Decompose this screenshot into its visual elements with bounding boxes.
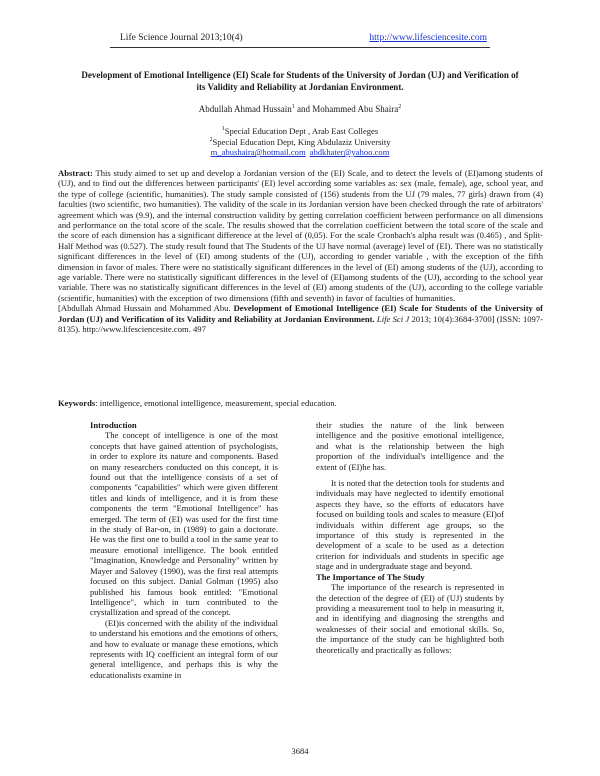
running-header bbox=[110, 33, 490, 47]
affiliations bbox=[80, 126, 520, 158]
paragraph: It is noted that the detection tools for students and individuals may have neglected to identify emotional aspects they have, so the efforts of educators have focused on building tools and scales to measure (EI)of individuals within different age groups, so the importance of this study is represented in the development of a scale to be used as a detection criterion for individuals and students in specific age stage and in undergraduate stage and beyond. bbox=[316, 478, 504, 572]
email-link[interactable]: abdkhater@yahoo.com bbox=[309, 147, 390, 157]
abstract bbox=[58, 168, 543, 335]
paragraph: The concept of intelligence is one of the most concepts that have gained attention of psychologists, in order to explore its nature and components. Based on many researchers conducted on this concept, it is found out that the intelligence consists of a set of components "capabilities" which were given different titles and kinds of intelligence, and it is from these components the term "Emotional Intelligence" has emerged. The term of (EI) was used for the first time in the study of Bar-on, in (1989) to gain a doctorate. He was the first one to build a tool in the same year to measure emotional intelligence. The book entitled "Imagination, Knowledge and Personality" written by Mayer and Salovey (1990), was the first real attempts focused on this subject. Danial Golman (1995) also published his famous book entitled: "Emotional Intelligence", which in turn contributed to the crystallization and spread of the concept. bbox=[90, 430, 278, 618]
paragraph: The importance of the research is represented in the detection of the degree of (EI) of (UJ) students by providing a measurement tool to help in measuring it, and in identifying and diagnosing the strengths and weaknesses of their social and emotional skills. So, the importance of the study can be highlighted both theoretically and practically as follows: bbox=[316, 582, 504, 655]
paper-title: Development of Emotional Intelligence (EI) Scale for Students of the University of Jordan (UJ) and Verification of its Validity and Reliability at Jordanian Environment. bbox=[81, 70, 519, 92]
author-affiliation-mark: 2 bbox=[398, 104, 402, 110]
affiliation-text: Special Education Dept, King Abdulaziz University bbox=[212, 136, 391, 147]
author-line bbox=[80, 104, 520, 114]
author-name: Mohammed Abu Shaira bbox=[312, 104, 399, 114]
page-number: 3684 bbox=[291, 746, 309, 756]
header-divider bbox=[110, 47, 490, 48]
keywords-text: : intelligence, emotional intelligence, measurement, special education. bbox=[95, 398, 337, 408]
affiliation-mark: 1 bbox=[221, 126, 225, 133]
right-column bbox=[316, 420, 504, 655]
affiliation-1 bbox=[80, 126, 520, 137]
citation-details: 2013; 10(4):3684-3700] (ISSN: 1097-8135). http://www.lifesciencesite.com. 497 bbox=[58, 313, 543, 335]
paragraph: (EI)is concerned with the ability of the individual to understand his emotions and the emotions of others, and how to evaluate or manage these emotions, which represents with IQ coefficient an integral form of our general intelligence, and perhaps this is why the educationalists examine in bbox=[90, 617, 278, 680]
citation-title: Development of Emotional Intelligence (EI) Scale for Students of the University of Jordan (UJ) and Verification of its Validity and Reliability at Jordanian Environment. bbox=[58, 303, 543, 324]
citation-journal: Life Sci J bbox=[374, 313, 410, 324]
abstract-text: This study aimed to set up and develop a Jordanian version of the (EI) Scale, and to detect the levels of (EI)among students of (UJ), and to find out the differences between participants' (EI) level according some variables as: sex (male, female), age, school year, and the type of college (scientific, humanities). The study sample consisted of (156) students from the UJ (79 males, 77 girls) drawn from (4) faculties (two scientific, two humanities). The validity of the scale in its Jordanian version have been checked through the rate of arbitrators' agreement which was (9.9), and the internal construction validity by getting correlation coefficient between performance on all dimensions and performance on the total score of the scale. The results showed that the correlation coefficient between the total score of the scale and the score of each dimension has a significant difference at the level of (0,05). For the scale Cronbach's alpha result was (0.465) , and Split-Half Method was (0.527). The study result found that The Students of the UJ have normal (average) level of (EI). There was no statistically significant differences in the level of (EI) among students of the (UJ), according to gender variable , with the exception of the fifth dimension in favor of males. There were no statistically significant differences in the level of (EI) among students of the (UJ), according to age variable. There were no statistically significant differences in the level of (EI)among students of the (UJ), according to the school year variable. There was no statistically significant differences in the level of (EI) among students of the (UJ), according to the college variable (scientific, humanities) with the exception of two dimensions (fifth and seventh) in favor of faculties of humanities. bbox=[58, 168, 543, 303]
affiliation-text: Special Education Dept , Arab East Colleges bbox=[224, 126, 379, 136]
left-column bbox=[90, 420, 278, 680]
journal-name: Life Science Journal 2013;10(4) bbox=[120, 33, 243, 43]
abstract-label: Abstract: bbox=[58, 168, 93, 178]
paragraph: their studies the nature of the link between intelligence and the positive emotional intelligence, and what is the relationship between the high proportion of the individual's intelligence and the extent of (EI)he has. bbox=[316, 420, 504, 472]
author-conjunction: and bbox=[294, 104, 313, 114]
email-link[interactable]: m_abushaira@hotmail.com bbox=[210, 147, 306, 157]
citation-authors: [Abdullah Ahmad Hussain and Mohammed Abu. bbox=[58, 303, 234, 314]
author-affiliation-mark: 1 bbox=[291, 104, 295, 110]
email-line bbox=[80, 147, 520, 158]
affiliation-mark: 2 bbox=[209, 136, 213, 143]
keywords bbox=[58, 398, 543, 408]
affiliation-2 bbox=[80, 137, 520, 148]
journal-url-link[interactable]: http://www.lifesciencesite.com bbox=[369, 33, 487, 43]
section-heading-importance: The Importance of The Study bbox=[316, 571, 425, 582]
keywords-label: Keywords bbox=[58, 398, 96, 408]
section-heading-introduction: Introduction bbox=[90, 420, 137, 430]
author-name: Abdullah Ahmad Hussain bbox=[198, 104, 292, 114]
